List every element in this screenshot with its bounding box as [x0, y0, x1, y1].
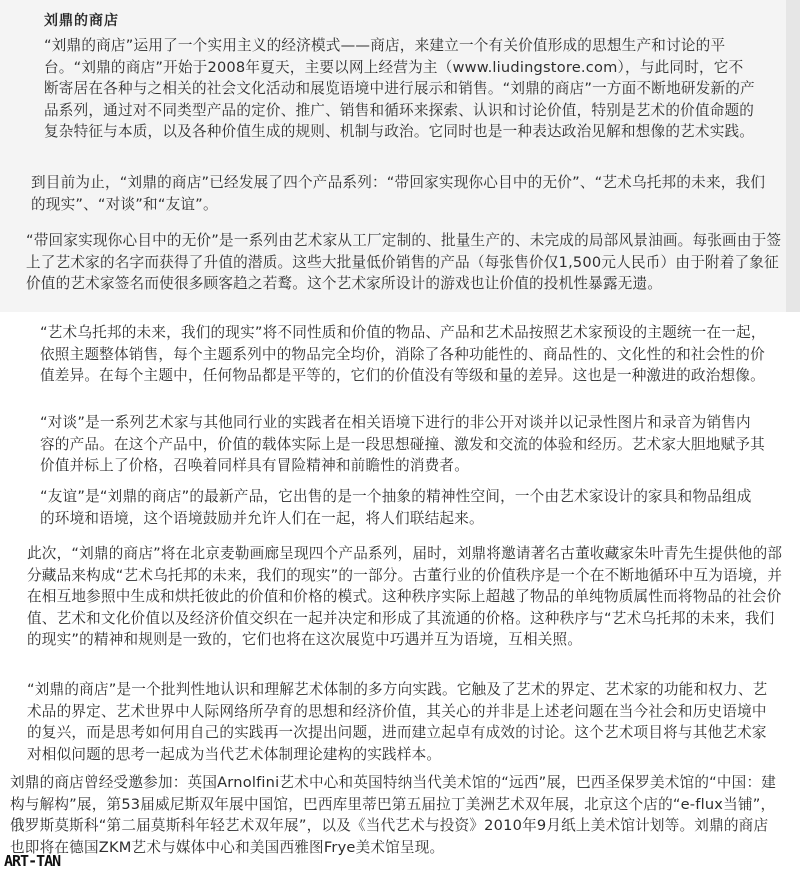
- paragraph-exhibition: 此次，“刘鼎的商店”将在北京麦勒画廊呈现四个产品系列，届时，刘鼎将邀请著名古董收藏家朱叶青先生提供他的部分藏品来构成“艺术乌托邦的未来，我们的现实”的一部分。古董行业的价值秩序是一个在不断地循环中互为语境，并在相互地参照中生成和烘托彼此的价值和价格的模式。这种秩序实际上超越了物品的单纯物质属性而将物品的社会价值、艺术和文化价值以及经济价值交织在一起并决定和形成了其流通的价格。这种秩序与“艺术乌托邦的未来，我们的现实”的精神和规则是一致的，它们也将在这次展览中巧遇并互为语境，互相关照。: [27, 545, 783, 648]
- paragraph-exhibition-history: 刘鼎的商店曾经受邀参加：英国Arnolfini艺术中心和英国特纳当代美术馆的“远西”展，巴西圣保罗美术馆的“中国：建构与解构”展，第53届威尼斯双年展中国馆，巴西库里蒂巴第五届拉丁美洲艺术双年展，北京这个店的“e-flux当铺”，俄罗斯莫斯科“第二届莫斯科年轻艺术双年展”，以及《当代艺术与投资》2010年9月纸上美术馆计划等。刘鼎的商店也即将在德国ZKM艺术与媒体中心和美国西雅图Frye美术馆呈现。: [10, 774, 777, 856]
- watermark-logo: ART-TAN: [4, 852, 61, 870]
- paragraph-dialogue: “对谈”是一系列艺术家与其他同行业的实践者在相关语境下进行的非公开对谈并以记录性图片和录音为销售内容的产品。在这个产品中，价值的载体实际上是一段思想碰撞、激发和交流的体验和经历。艺术家大胆地赋予其价值并标上了价格，召唤着同样具有冒险精神和前瞻性的消费者。: [40, 414, 765, 474]
- scan-edge-shadow: [786, 0, 800, 312]
- paragraph-priceless: “带回家实现你心目中的无价”是一系列由艺术家从工厂定制的、批量生产的、未完成的局部风景油画。每张画由于签上了艺术家的名字而获得了升值的潜质。这些大批量低价销售的产品（每张售价仅1,500元人民币）由于附着了象征价值的艺术家签名而使很多顾客趋之若鹜。这个艺术家所设计的游戏也让价值的投机性暴露无遗。: [26, 232, 782, 292]
- document-title: 刘鼎的商店: [44, 13, 119, 29]
- paragraph-utopia: “艺术乌托邦的未来，我们的现实”将不同性质和价值的物品、产品和艺术品按照艺术家预设的主题统一在一起，依照主题整体销售，每个主题系列中的物品完全均价，消除了各种功能性的、商品性的、文化性的和社会性的价值差异。在每个主题中，任何物品都是平等的，它们的价值没有等级和量的差异。这也是一种激进的政治想像。: [40, 324, 766, 384]
- paragraph-critique: “刘鼎的商店”是一个批判性地认识和理解艺术体制的多方向实践。它触及了艺术的界定、艺术家的功能和权力、艺术品的界定、艺术世界中人际网络所孕育的思想和经济价值，其关心的并非是上述老问题在当今社会和历史语境中的复兴，而是思考如何用自己的实践再一次提出问题，进而建立起卓有成效的讨论。这个艺术项目将与其他艺术家对相似问题的思考一起成为当代艺术体制理论建构的实践样本。: [27, 681, 768, 763]
- paragraph-product-lines: 到目前为止，“刘鼎的商店”已经发展了四个产品系列：“带回家实现你心目中的无价”、“艺术乌托邦的未来，我们的现实”、“对谈”和“友谊”。: [31, 174, 766, 213]
- paragraph-intro: “刘鼎的商店”运用了一个实用主义的经济模式——商店，来建立一个有关价值形成的思想生产和讨论的平台。“刘鼎的商店”开始于2008年夏天，主要以网上经营为主（www.liudingstore.com），与此同时，它不断寄居在各种与之相关的社会文化活动和展览语境中进行展示和销售。“刘鼎的商店”一方面不断地研发新的产品系列，通过对不同类型产品的定价、推广、销售和循环来探索、认识和讨论价值，特别是艺术的价值命题的复杂特征与本质，以及各种价值生成的规则、机制与政治。它同时也是一种表达政治见解和想像的艺术实践。: [44, 37, 755, 140]
- paragraph-friendship: “友谊”是“刘鼎的商店”的最新产品，它出售的是一个抽象的精神性空间，一个由艺术家设计的家具和物品组成的环境和语境，这个语境鼓励并允许人们在一起，将人们联结起来。: [40, 488, 752, 527]
